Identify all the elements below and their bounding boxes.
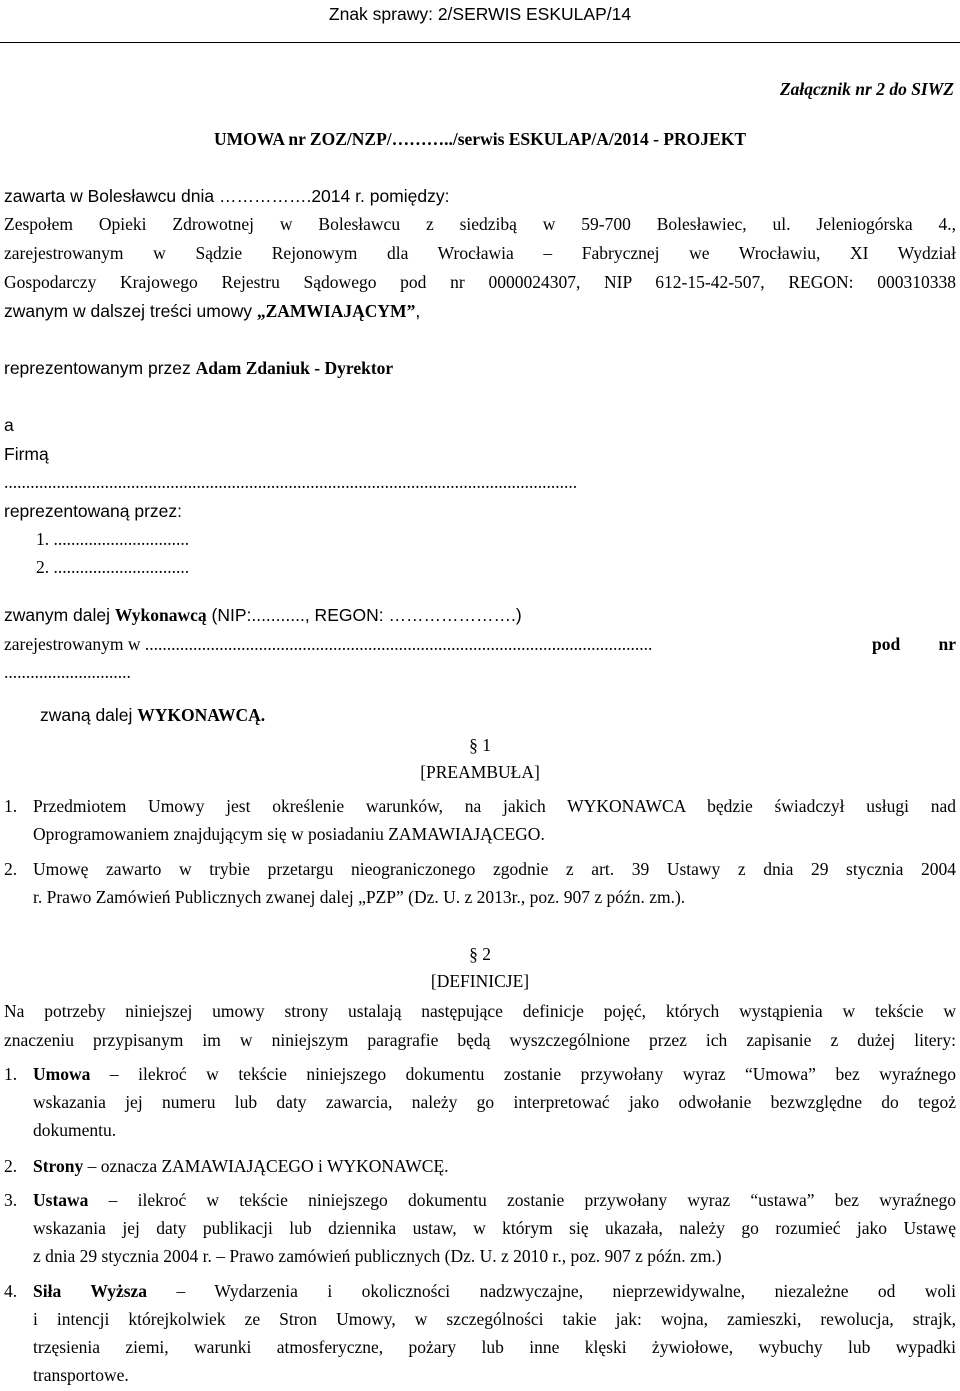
represented-prefix: reprezentowanym przez	[4, 358, 196, 378]
item-text-line-1	[33, 1152, 956, 1180]
contractor-line	[4, 601, 956, 629]
defined-term: Siła Wyższa	[33, 1281, 148, 1301]
section-1-item-1	[4, 792, 956, 848]
header-rule	[0, 42, 960, 43]
defined-term: Strony	[33, 1156, 84, 1176]
item-number: 4.	[4, 1281, 18, 1301]
section-1-heading	[0, 731, 960, 759]
firm-represented-label: reprezentowaną przez:	[4, 501, 183, 521]
section-1-number: 1	[482, 735, 491, 755]
defined-term: Umowa	[33, 1064, 91, 1084]
definition-text: – Wydarzenia i okoliczności nadzwyczajne, nieprzewidywalne, niezależne od woli	[147, 1281, 957, 1301]
item-text-line-2: i intencji którejkolwiek ze Stron Umowy, w szczególności takie jak: wojna, zamieszki, rewolucja, strajk,	[33, 1309, 956, 1329]
item-text-line-3: dokumentu.	[33, 1120, 117, 1140]
item-text-line-2: wskazania jej daty publikacji lub dziennika ustaw, w którym się ukazała, należy go rozumieć jako Ustawę	[33, 1218, 956, 1238]
attachment-label: Załącznik nr 2 do SIWZ	[779, 79, 954, 99]
contract-title-text: UMOWA nr ZOZ/NZP/………../serwis ESKULAP/A/2014 - PROJEKT	[214, 129, 746, 149]
definition-item-3	[4, 1186, 956, 1270]
registered-line: zarejestrowanym w ....................................................................................................................	[4, 634, 653, 654]
definition-text: – oznacza ZAMAWIAJĄCEGO i WYKONAWCĘ.	[83, 1156, 449, 1176]
section-2-title: [DEFINICJE]	[430, 971, 530, 991]
case-number-header: Znak sprawy: 2/SERWIS ESKULAP/14	[328, 4, 632, 24]
item-number: 1.	[4, 796, 18, 816]
definition-item-4	[4, 1277, 956, 1389]
definitions-intro-line-2: znaczeniu przypisanym im w niniejszym paragrafie będą wyszczególnione przez ich zapisanie z dużej litery:	[4, 1030, 956, 1050]
section-1-title: [PREAMBUŁA]	[420, 762, 540, 782]
item-text-line-1	[33, 1186, 956, 1214]
orderer-prefix: zwanym w dalszej treści umowy	[4, 301, 257, 321]
section-2-heading	[0, 940, 960, 968]
item-text-line-3: z dnia 29 stycznia 2004 r. – Prawo zamówień publicznych (Dz. U. z 2010 r., poz. 907 z późn. zm.)	[33, 1246, 722, 1266]
item-number: 1.	[4, 1064, 18, 1084]
orderer-name: „ZAMWIAJĄCYM”	[256, 301, 416, 321]
item-text-line-1: Umowę zawarto w trybie przetargu nieograniczonego zgodnie z art. 39 Ustawy z dnia 29 stycznia 2004	[33, 859, 956, 879]
parties-date-line: zawarta w Bolesławcu dnia …………….2014 r. pomiędzy:	[4, 186, 450, 206]
conjunction-a: a	[4, 415, 14, 435]
registered-dots: .............................	[4, 662, 131, 682]
director-name: Adam Zdaniuk - Dyrektor	[195, 358, 394, 378]
item-text-line-2: r. Prawo Zamówień Publicznych zwanej dalej „PZP” (Dz. U. z 2013r., poz. 907 z późn. zm.).	[33, 887, 686, 907]
contractor-prefix: zwanym dalej	[4, 605, 115, 625]
item-text-line-3: trzęsienia ziemi, warunki atmosferyczne, pożary lub inne klęski żywiołowe, wybuchy lub wypadki	[33, 1337, 956, 1357]
item-text-line-2: wskazania jej numeru lub daty zawarcia, należy go interpretować jako odwołanie bezwzględne do tegoż	[33, 1092, 956, 1112]
item-text-line-4: transportowe.	[33, 1365, 129, 1385]
definition-text: – ilekroć w tekście niniejszego dokumentu zostanie przywołany wyraz “Umowa” bez wyraźnego	[90, 1064, 956, 1084]
item-number: 2.	[4, 859, 18, 879]
called-prefix: zwaną dalej	[40, 705, 138, 725]
representative-1: 1. ...............................	[36, 529, 190, 549]
parties-line-3: zarejestrowanym w Sądzie Rejonowym dla Wrocławia – Fabrycznej we Wrocławiu, XI Wydział	[4, 243, 956, 263]
definitions-intro-line-1: Na potrzeby niniejszej umowy strony ustalają następujące definicje pojęć, których wystąpienia w tekście w	[4, 1001, 956, 1021]
representative-2: 2. ...............................	[36, 557, 190, 577]
item-text-line-2: Oprogramowaniem znajdującym się w posiadaniu ZAMAWIAJĄCEGO.	[33, 824, 545, 844]
definition-text: – ilekroć w tekście niniejszego dokumentu zostanie przywołany wyraz “ustawa” bez wyraźnego	[88, 1190, 956, 1210]
firm-label: Firmą	[4, 444, 49, 464]
registered-dots-text: ............................	[4, 662, 127, 682]
item-number: 3.	[4, 1190, 18, 1210]
definition-item-1	[4, 1060, 956, 1144]
called-name: WYKONAWCĄ.	[137, 705, 266, 725]
parties-line-5	[4, 297, 956, 325]
paragraph-sign: §	[469, 735, 478, 755]
contractor-name: Wykonawcą	[114, 605, 207, 625]
defined-term: Ustawa	[33, 1190, 89, 1210]
represented-line	[4, 354, 956, 382]
orderer-suffix: ,	[415, 301, 421, 321]
section-2-number: 2	[482, 944, 491, 964]
contractor-ids: (NIP:..........., REGON: ………………….)	[206, 605, 522, 625]
item-number: 2.	[4, 1156, 18, 1176]
called-line	[40, 701, 265, 729]
section-1-item-2	[4, 855, 956, 911]
registered-pod-nr: pod nr	[872, 634, 956, 654]
paragraph-sign: §	[469, 944, 478, 964]
item-text-line-1: Przedmiotem Umowy jest określenie warunków, na jakich WYKONAWCA będzie świadczył usługi nad	[33, 796, 956, 816]
firm-dots: ...................................................................................................................................	[4, 472, 578, 492]
item-text-line-1	[33, 1277, 956, 1305]
contract-title	[0, 125, 960, 153]
parties-line-2: Zespołem Opieki Zdrowotnej w Bolesławcu z siedzibą w 59-700 Bolesławiec, ul. Jeleniogórska 4.,	[4, 214, 956, 234]
parties-line-4: Gospodarczy Krajowego Rejestru Sądowego pod nr 0000024307, NIP 612-15-42-507, REGON: 000310338	[4, 272, 956, 292]
definition-item-2	[4, 1152, 956, 1180]
item-text-line-1	[33, 1060, 956, 1088]
